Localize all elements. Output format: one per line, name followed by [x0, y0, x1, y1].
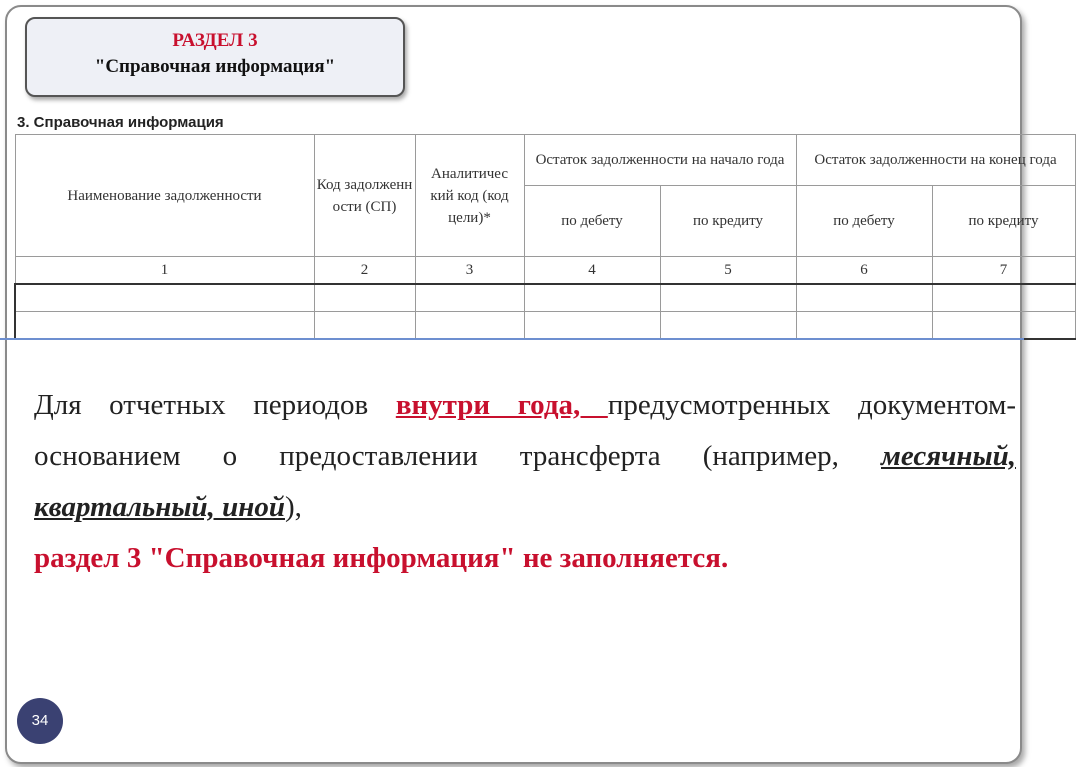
table-bottom-rule: [0, 338, 1024, 340]
body-text: [34, 380, 1016, 584]
col-number: 4: [524, 257, 660, 285]
header-debt-code: Код задолженн ости (СП): [314, 135, 415, 257]
body-text-part: ),: [284, 491, 302, 523]
header-end-credit: по кредиту: [932, 186, 1075, 257]
col-number: 2: [314, 257, 415, 285]
period-types: месячный, квартальный, иной: [34, 440, 1016, 523]
col-number: 6: [796, 257, 932, 285]
page-number-badge: 34: [17, 698, 63, 744]
section-caption: 3. Справочная информация: [17, 114, 224, 131]
header-balance-end: Остаток задолженности на конец года: [796, 135, 1075, 186]
table-cell: [796, 312, 932, 340]
table-cell: [15, 284, 314, 312]
table-row: [15, 312, 1075, 340]
header-balance-start: Остаток задолженности на начало года: [524, 135, 796, 186]
table-cell: [415, 284, 524, 312]
col-number: 3: [415, 257, 524, 285]
table-cell: [524, 312, 660, 340]
col-number: 7: [932, 257, 1075, 285]
table-cell: [660, 284, 796, 312]
header-end-debit: по дебету: [796, 186, 932, 257]
col-number: 5: [660, 257, 796, 285]
title-box: [25, 17, 405, 97]
table-row: [15, 284, 1075, 312]
reference-table-image: [14, 134, 1057, 344]
header-start-credit: по кредиту: [660, 186, 796, 257]
title-section: РАЗДЕЛ 3: [172, 30, 258, 51]
body-conclusion: раздел 3 "Справочная информация" не заполняется.: [34, 542, 729, 574]
header-analytic-code: Аналитичес кий код (код цели)*: [415, 135, 524, 257]
body-paragraph-1: [34, 380, 1016, 533]
highlight-within-year: внутри года,: [395, 389, 608, 421]
body-text-part: Для отчетных периодов: [34, 389, 396, 421]
table-cell: [415, 312, 524, 340]
col-number: 1: [15, 257, 314, 285]
table-cell: [932, 284, 1075, 312]
table-cell: [932, 312, 1075, 340]
header-debt-name: Наименование задолженности: [15, 135, 314, 257]
table-cell: [314, 312, 415, 340]
table-cell: [314, 284, 415, 312]
title-subtitle: "Справочная информация": [94, 56, 336, 77]
body-text-part: предусмотренных документом-основанием о предоставлении трансферта (например,: [34, 389, 1016, 472]
table-cell: [796, 284, 932, 312]
header-start-debit: по дебету: [524, 186, 660, 257]
table-cell: [15, 312, 314, 340]
table-cell: [524, 284, 660, 312]
table-cell: [660, 312, 796, 340]
reference-table: [14, 134, 1076, 340]
